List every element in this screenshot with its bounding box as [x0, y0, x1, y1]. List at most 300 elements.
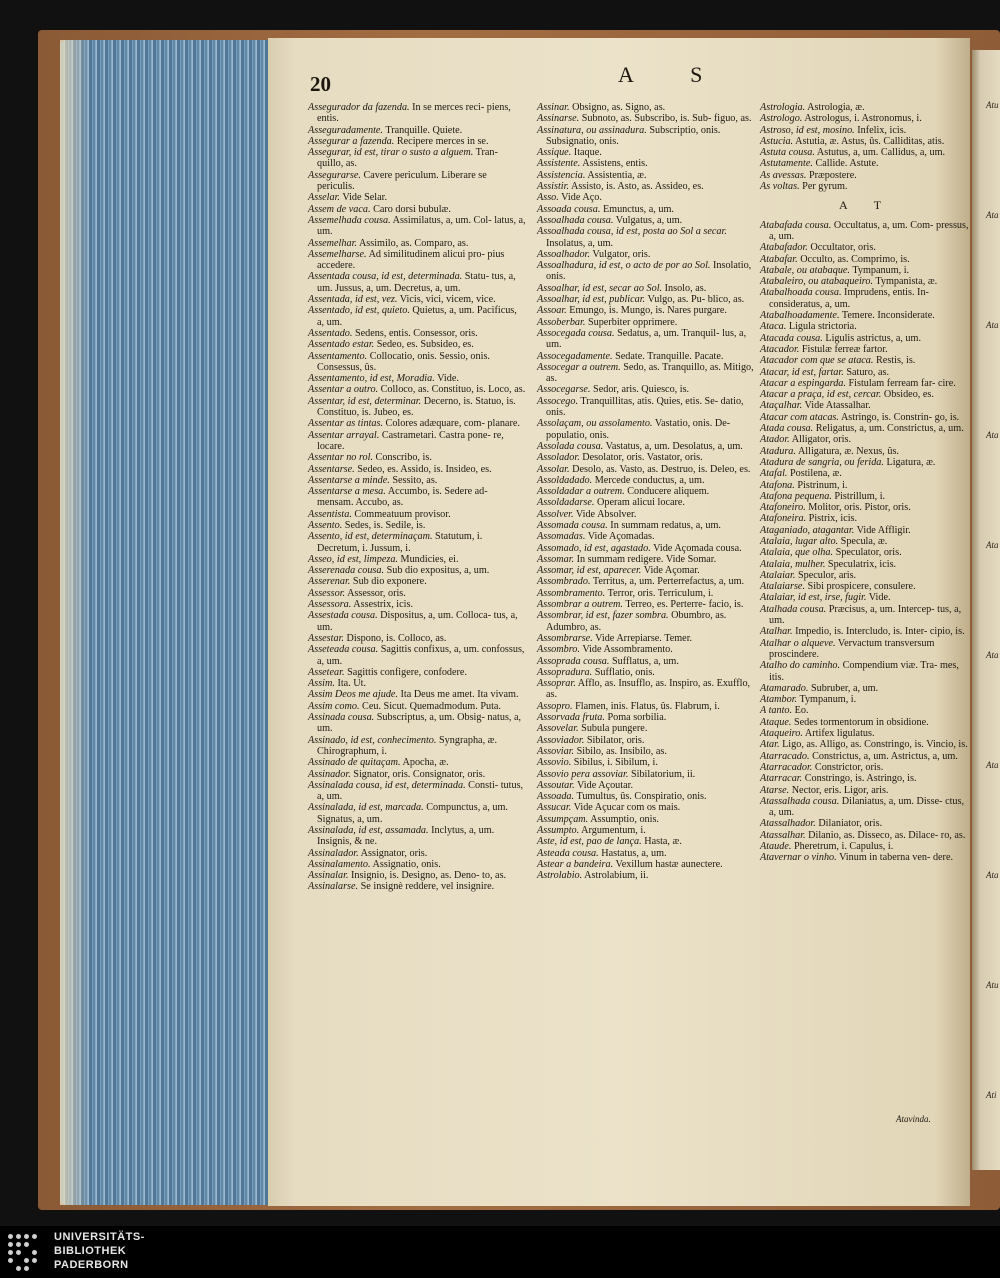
entry-definition: In summam redatus, a, um. — [610, 519, 721, 531]
dictionary-entry — [537, 543, 756, 554]
entry-definition: Obumbro, as. Adumbro, as. — [546, 610, 727, 633]
dictionary-entry — [760, 728, 970, 739]
dictionary-entry — [537, 588, 756, 599]
facing-page-text: Ata — [986, 760, 999, 770]
dictionary-entry — [760, 310, 970, 321]
entry-definition: Assisto, is. Asto, as. Assideo, es. — [570, 181, 704, 193]
dictionary-entry — [308, 204, 526, 215]
entry-headword: Atalho do caminho. — [760, 660, 841, 672]
entry-definition: Speculor, aris. — [797, 569, 857, 581]
entry-definition: Ligulis astrictus, a, um. — [825, 332, 921, 344]
dictionary-entry — [760, 785, 970, 796]
facing-page-text: Ata — [986, 650, 999, 660]
entry-definition: Accumbo, is. Sedere ad- mensam. Accubo, as. — [317, 486, 488, 509]
entry-headword: Assistente. — [537, 158, 581, 170]
dictionary-entry — [760, 818, 970, 829]
library-footer — [0, 1226, 1000, 1278]
entry-definition: Ad similitudinem alicui pro- pius accedere. — [317, 248, 505, 272]
dictionary-entry — [760, 751, 970, 762]
dictionary-entry — [537, 351, 756, 362]
dictionary-entry — [537, 769, 756, 780]
entry-definition: Astrolabium, ii. — [584, 870, 649, 882]
dictionary-entry — [537, 260, 756, 283]
entry-headword: Atafoneira. — [760, 513, 807, 525]
entry-headword: A tanto. — [760, 705, 793, 717]
entry-definition: Subscriptio, onis. Subsignatio, onis. — [546, 124, 721, 147]
entry-headword: Atalaia, que olha. — [760, 547, 834, 559]
dictionary-entry — [760, 333, 970, 344]
dictionary-entry — [760, 705, 970, 716]
entry-headword: Asseo, id est, limpeza. — [308, 553, 398, 565]
entry-definition: Temere. Inconsiderate. — [841, 310, 935, 322]
entry-definition: Poma sorbilia. — [607, 712, 667, 724]
dictionary-entry — [760, 220, 970, 243]
entry-headword: Assoviar. — [537, 745, 575, 757]
entry-definition: Territus, a, um. Perterrefactus, a, um. — [592, 576, 745, 588]
entry-headword: Assinalar. — [308, 870, 349, 882]
dictionary-entry — [308, 859, 526, 870]
entry-definition: Occultatus, a, um. Com- pressus, a, um. — [769, 219, 969, 242]
entry-headword: Assentamento. — [308, 350, 368, 362]
facing-page-text: Atu — [986, 980, 999, 990]
entry-definition: Obsigno, as. Signo, as. — [572, 102, 666, 113]
dictionary-entry — [760, 660, 970, 683]
entry-definition: Vide. — [437, 373, 459, 385]
entry-definition: Postilena, æ. — [790, 468, 842, 480]
entry-headword: Assistencia. — [537, 169, 586, 181]
entry-headword: Assim como. — [308, 700, 360, 712]
entry-headword: Assinada cousa. — [308, 712, 375, 724]
dictionary-entry — [537, 859, 756, 870]
entry-headword: Assentado. — [308, 327, 353, 339]
entry-headword: Assocegar a outrem. — [537, 361, 621, 373]
entry-headword: Assorvada fruta. — [537, 712, 605, 724]
entry-definition: Colores adæquare, com- planare. — [385, 418, 520, 430]
entry-definition: Sedes, is. Sedile, is. — [344, 519, 426, 531]
entry-headword: Atarracado. — [760, 750, 810, 762]
dictionary-entry — [760, 502, 970, 513]
entry-definition: Assimilatus, a, um. Col- latus, a, um. — [317, 214, 526, 238]
dictionary-entry — [308, 215, 526, 238]
entry-definition: Vide Açomada cousa. — [653, 542, 742, 554]
entry-definition: Sedor, aris. Quiesco, is. — [593, 384, 690, 396]
entry-headword: Assessora. — [308, 599, 352, 611]
entry-definition: Vide Absolver. — [575, 508, 637, 520]
entry-headword: Asserenada cousa. — [308, 565, 385, 577]
dictionary-entry — [308, 576, 526, 587]
entry-headword: Assoldadarse. — [537, 497, 595, 509]
dictionary-entry — [537, 520, 756, 531]
entry-definition: Conscribo, is. — [375, 452, 432, 464]
entry-headword: Assinador. — [308, 768, 351, 780]
entry-definition: Vide Atassalhar. — [804, 400, 871, 412]
entry-definition: Signator, oris. Consignator, oris. — [353, 768, 486, 780]
entry-headword: Assomada cousa. — [537, 519, 608, 531]
entry-headword: Assomado, id est, agastado. — [537, 542, 651, 554]
entry-headword: Assentar, id est, determinar. — [308, 395, 422, 407]
entry-headword: Assem de vaca. — [308, 203, 371, 215]
entry-definition: Sedens, entis. Consessor, oris. — [354, 327, 478, 339]
entry-headword: Assoar. — [537, 305, 567, 317]
dictionary-entry — [537, 667, 756, 678]
column-3 — [760, 102, 970, 864]
dictionary-entry — [537, 204, 756, 215]
dictionary-entry — [308, 170, 526, 193]
dictionary-entry — [537, 317, 756, 328]
entry-definition: Superbiter opprimere. — [587, 316, 678, 328]
entry-headword: Assovelar. — [537, 723, 579, 735]
facing-page-fragment — [972, 50, 1000, 1170]
entry-headword: Assolada cousa. — [537, 440, 604, 452]
entry-headword: Atacar a praça, id est, cercar. — [760, 389, 882, 401]
entry-definition: Caro dorsi bubulæ. — [373, 203, 451, 215]
dictionary-entry — [760, 242, 970, 253]
entry-definition: Statu- tus, a, um. Jussus, a, um. Decretus, a, um. — [317, 271, 516, 294]
dictionary-entry — [760, 592, 970, 603]
entry-definition: Assessor, oris. — [347, 587, 406, 599]
entry-headword: Atacar a espingarda. — [760, 377, 846, 389]
dictionary-entry — [537, 475, 756, 486]
dictionary-entry — [308, 102, 526, 125]
dictionary-entry — [537, 215, 756, 226]
dictionary-entry — [308, 294, 526, 305]
entry-definition: Præpostere. — [808, 169, 857, 181]
logo-dot — [8, 1234, 13, 1239]
entry-definition: Sibilo, as. Insibilo, as. — [576, 745, 667, 757]
entry-headword: Assocegada cousa. — [537, 327, 615, 339]
entry-headword: Assocegarse. — [537, 384, 591, 396]
dictionary-entry — [537, 509, 756, 520]
entry-headword: Assoalhada cousa, id est, posta ao Sol a secar. — [537, 226, 727, 238]
entry-definition: Vexillum hastæ aunectere. — [615, 858, 723, 870]
dictionary-entry — [537, 283, 756, 294]
entry-definition: Dilaniator, oris. — [818, 818, 883, 830]
entry-definition: Mercede conductus, a, um. — [594, 474, 705, 486]
dictionary-entry — [308, 147, 526, 170]
entry-definition: Insolo, as. — [664, 282, 707, 294]
dictionary-entry — [537, 554, 756, 565]
dictionary-entry — [308, 464, 526, 475]
entry-definition: Constringo, is. Astringo, is. — [804, 773, 917, 785]
dictionary-entry — [537, 701, 756, 712]
entry-definition: Quietus, a, um. Pacificus, a, um. — [317, 305, 517, 328]
dictionary-entry — [760, 434, 970, 445]
entry-definition: Astrologus, i. Astronomus, i. — [804, 113, 922, 125]
entry-definition: Vide Açomar. — [643, 565, 700, 577]
entry-headword: Assoprada cousa. — [537, 655, 610, 667]
entry-definition: Hastatus, a, um. — [601, 847, 667, 859]
column-2 — [537, 102, 756, 881]
entry-definition: Dispono, is. Colloco, as. — [346, 632, 447, 644]
entry-definition: Flamen, inis. Flatus, ûs. Flabrum, i. — [575, 700, 720, 712]
facing-page-text: Ata — [986, 210, 999, 220]
entry-definition: Sufflatio, onis. — [594, 666, 655, 678]
dictionary-entry — [308, 271, 526, 294]
entry-headword: Atadura de sangria, ou ferida. — [760, 456, 884, 468]
entry-headword: Assoalhada cousa. — [537, 214, 614, 226]
facing-page-text: Ata — [986, 870, 999, 880]
dictionary-entry — [760, 378, 970, 389]
dictionary-entry — [308, 802, 526, 825]
library-name-line3: PADERBORN — [54, 1259, 129, 1271]
entry-definition: Apocha, æ. — [402, 757, 449, 769]
page-fore-edge — [60, 40, 274, 1205]
entry-headword: Assim Deos me ajude. — [308, 689, 398, 701]
entry-headword: Atadura. — [760, 445, 796, 457]
entry-headword: Ataque. — [760, 716, 792, 728]
dictionary-entry — [308, 249, 526, 272]
dictionary-entry — [760, 638, 970, 661]
entry-headword: Astear a bandeira. — [537, 858, 614, 870]
logo-dot — [32, 1234, 37, 1239]
dictionary-entry — [760, 547, 970, 558]
entry-definition: Dispositus, a, um. Colloca- tus, a, um. — [317, 610, 518, 633]
catchword: Atavinda. — [896, 1114, 931, 1124]
entry-definition: Specula, æ. — [840, 535, 888, 547]
dictionary-entry — [308, 238, 526, 249]
entry-headword: Assombrarse. — [537, 632, 593, 644]
entry-definition: Afflo, as. Insufflo, as. Inspiro, as. Exufflo, as. — [546, 678, 751, 701]
dictionary-entry — [760, 513, 970, 524]
entry-definition: Subnoto, as. Subscribo, is. Sub- figuo, as. — [581, 113, 752, 125]
entry-definition: Nector, eris. Ligor, aris. — [791, 784, 889, 796]
entry-definition: In se merces reci- piens, entis. — [317, 102, 511, 125]
dictionary-entry — [760, 536, 970, 547]
entry-definition: Molitor, oris. Pistor, oris. — [808, 502, 911, 514]
entry-headword: Assomadas. — [537, 531, 586, 543]
facing-page-text: Ata — [986, 430, 999, 440]
entry-headword: Atabafar. — [760, 253, 798, 265]
entry-headword: Atafona. — [760, 479, 795, 491]
entry-definition: Ligo, as. Alligo, as. Constringo, is. Vincio, is. — [782, 739, 968, 751]
entry-definition: Restis, is. — [876, 355, 916, 367]
dictionary-entry — [760, 739, 970, 750]
entry-definition: Astrologia, æ. — [807, 102, 865, 113]
entry-definition: Compendium viæ. Tra- mes, itis. — [769, 660, 959, 683]
dictionary-entry — [760, 480, 970, 491]
entry-definition: Sub dio exponere. — [352, 576, 427, 588]
entry-definition: Occultator, oris. — [810, 242, 876, 254]
dictionary-entry — [760, 287, 970, 310]
dictionary-entry — [537, 497, 756, 508]
entry-definition: Constrictus, a, um. Astrictus, a, um. — [812, 750, 958, 762]
entry-headword: Assinalada cousa, id est, determinada. — [308, 779, 466, 791]
dictionary-entry — [537, 848, 756, 859]
logo-dot — [8, 1258, 13, 1263]
logo-dot — [16, 1242, 21, 1247]
entry-headword: Assoalhar, id est, secar ao Sol. — [537, 282, 663, 294]
entry-definition: Decerno, is. Statuo, is. Constituo, is. Jubeo, es. — [317, 395, 516, 419]
dictionary-entry — [308, 486, 526, 509]
dictionary-entry — [760, 570, 970, 581]
entry-definition: Vide Açomadas. — [587, 531, 655, 543]
dictionary-entry — [308, 339, 526, 350]
entry-headword: Atabafada cousa. — [760, 219, 832, 231]
dictionary-entry — [760, 626, 970, 637]
dictionary-entry — [760, 491, 970, 502]
entry-definition: Inclytus, a, um. Insignis, & ne. — [317, 825, 495, 848]
entry-definition: Constrictor, oris. — [814, 761, 884, 773]
entry-headword: Asseguradamente. — [308, 124, 383, 136]
entry-definition: Vide Aço. — [561, 192, 602, 204]
entry-definition: Sedeo, es. Assido, is. Insideo, es. — [357, 463, 492, 475]
dictionary-entry — [537, 836, 756, 847]
dictionary-entry — [760, 276, 970, 287]
entry-headword: Assinarse. — [537, 113, 580, 125]
dictionary-entry — [537, 305, 756, 316]
dictionary-entry — [308, 870, 526, 881]
entry-definition: Præcisus, a, um. Intercep- tus, a, um. — [769, 603, 962, 627]
dictionary-entry — [760, 412, 970, 423]
entry-definition: Sibilatorium, ii. — [630, 768, 696, 780]
logo-dot — [24, 1258, 29, 1263]
dictionary-entry — [760, 423, 970, 434]
entry-headword: Atalaia, mulher. — [760, 558, 826, 570]
entry-headword: Assentarse a minde. — [308, 474, 390, 486]
dictionary-entry — [537, 181, 756, 192]
entry-headword: Assolaçam, ou assolamento. — [537, 418, 653, 430]
entry-definition: Subula pungere. — [581, 723, 648, 735]
entry-headword: Assovio pera assoviar. — [537, 768, 629, 780]
entry-definition: Ita. Ut. — [337, 678, 367, 690]
entry-headword: Atalhar o alqueve. — [760, 637, 836, 649]
section-heading: A T — [838, 198, 894, 213]
page-number: 20 — [310, 72, 331, 96]
dictionary-entry — [537, 531, 756, 542]
entry-headword: Assoldadado. — [537, 474, 593, 486]
entry-definition: Subscriptus, a, um. Obsig- natus, a, um. — [317, 712, 522, 735]
dictionary-entry — [760, 796, 970, 819]
dictionary-entry — [308, 757, 526, 768]
logo-dot — [16, 1266, 21, 1271]
dictionary-entry — [308, 769, 526, 780]
entry-headword: Assentado, id est, quieto. — [308, 305, 410, 317]
fore-edge-highlight — [60, 40, 90, 1205]
entry-headword: Assombramento. — [537, 587, 606, 599]
library-name-line1: UNIVERSITÄTS- — [54, 1231, 145, 1243]
entry-definition: Collocatio, onis. Sessio, onis. Consessus, ûs. — [317, 350, 490, 373]
entry-definition: Vulgo, as. Pu- blico, as. — [647, 294, 745, 306]
entry-headword: Assomar, id est, aparecer. — [537, 565, 642, 577]
dictionary-entry — [308, 712, 526, 735]
entry-headword: Assinalarse. — [308, 881, 359, 893]
dictionary-entry — [760, 389, 970, 400]
entry-definition: Alligatura, æ. Nexus, ûs. — [797, 445, 899, 457]
entry-headword: Assegurarse. — [308, 169, 361, 181]
entry-headword: Ataçalhar. — [760, 400, 803, 412]
dictionary-entry — [760, 113, 970, 124]
entry-headword: Atabale, ou atabaque. — [760, 264, 850, 276]
dictionary-entry — [537, 396, 756, 419]
entry-definition: Syngrapha, æ. Chirographum, i. — [317, 734, 498, 757]
dictionary-entry — [537, 802, 756, 813]
dictionary-entry — [537, 723, 756, 734]
entry-headword: Atalhar. — [760, 626, 793, 638]
entry-definition: Astringo, is. Constrin- go, is. — [840, 411, 960, 423]
entry-definition: Assistentia, æ. — [587, 169, 647, 181]
dictionary-entry — [760, 254, 970, 265]
entry-headword: Assombrar a outrem. — [537, 599, 623, 611]
entry-headword: Assombrar, id est, fazer sombra. — [537, 610, 669, 622]
entry-headword: Assoada. — [537, 791, 575, 803]
entry-headword: Atarracar. — [760, 773, 803, 785]
dictionary-entry — [537, 441, 756, 452]
entry-headword: Atabaleiro, ou atabaqueiro. — [760, 276, 873, 288]
dictionary-entry — [308, 848, 526, 859]
dictionary-entry — [760, 265, 970, 276]
dictionary-entry — [537, 610, 756, 633]
entry-headword: Assoalhador. — [537, 248, 590, 260]
entry-headword: Astroso, id est, mosino. — [760, 124, 855, 136]
entry-headword: Ataganiado, atagantar. — [760, 524, 855, 536]
dictionary-entry — [760, 125, 970, 136]
entry-definition: Assistens, entis. — [582, 158, 648, 170]
dictionary-entry — [760, 683, 970, 694]
dictionary-entry — [760, 457, 970, 468]
entry-definition: Vulgator, oris. — [592, 248, 651, 260]
dictionary-entry — [537, 113, 756, 124]
entry-headword: Atamarado. — [760, 682, 809, 694]
entry-headword: Assistir. — [537, 181, 569, 193]
entry-headword: Atador. — [760, 434, 790, 446]
entry-headword: Astucia. — [760, 135, 794, 147]
dictionary-entry — [537, 226, 756, 249]
entry-definition: Tranquillitas, atis. Quies, etis. Se- datio, onis. — [546, 395, 744, 419]
entry-definition: Sagittis confixus, a, um. confossus, a, um. — [317, 644, 525, 667]
entry-headword: Assinalada, id est, marcada. — [308, 802, 424, 814]
dictionary-entry — [760, 147, 970, 158]
entry-definition: Vastatio, onis. De- populatio, onis. — [546, 418, 731, 441]
entry-definition: Sibi prospicere, consulere. — [807, 581, 916, 593]
dictionary-entry — [537, 599, 756, 610]
dictionary-entry — [760, 321, 970, 332]
entry-headword: Assento. — [308, 519, 343, 531]
running-head: A S — [618, 62, 729, 87]
entry-definition: Eo. — [794, 705, 809, 717]
entry-definition: Astutia, æ. Astus, ûs. Calliditas, atis. — [795, 135, 945, 147]
entry-definition: Vide Arrepiarse. Temer. — [595, 632, 693, 644]
logo-dot — [8, 1242, 13, 1247]
dictionary-entry — [760, 158, 970, 169]
dictionary-entry — [537, 170, 756, 181]
entry-headword: Assestar. — [308, 632, 344, 644]
entry-definition: Vide Affligir. — [856, 524, 911, 536]
dictionary-entry — [308, 610, 526, 633]
dictionary-entry — [760, 367, 970, 378]
entry-definition: Imprudens, entis. In- consideratus, a, um. — [769, 287, 929, 310]
entry-definition: Pistrix, icis. — [808, 513, 858, 525]
entry-definition: Consti- tutus, a, um. — [317, 779, 524, 803]
entry-definition: Saturo, as. — [846, 366, 890, 378]
entry-definition: Recipere merces in se. — [396, 135, 489, 147]
entry-headword: Assinar. — [537, 102, 570, 113]
entry-headword: Assocego. — [537, 395, 579, 407]
dictionary-entry — [760, 355, 970, 366]
entry-definition: Vide Açoutar. — [577, 779, 634, 791]
entry-headword: Atabafador. — [760, 242, 808, 254]
entry-headword: Assentada, id est, vez. — [308, 294, 398, 306]
entry-headword: Assentar as tintas. — [308, 418, 383, 430]
entry-definition: Artifex ligulatus. — [804, 728, 875, 740]
entry-definition: Tran- quillo, as. — [317, 147, 498, 170]
entry-headword: Assopradura. — [537, 666, 593, 678]
dictionary-entry — [760, 773, 970, 784]
entry-definition: Assignatio, onis. — [372, 858, 441, 870]
entry-definition: Terreo, es. Perterre- facio, is. — [625, 599, 744, 611]
entry-headword: Asteada cousa. — [537, 847, 599, 859]
entry-headword: Assucar. — [537, 802, 572, 814]
entry-headword: Assim. — [308, 678, 335, 690]
